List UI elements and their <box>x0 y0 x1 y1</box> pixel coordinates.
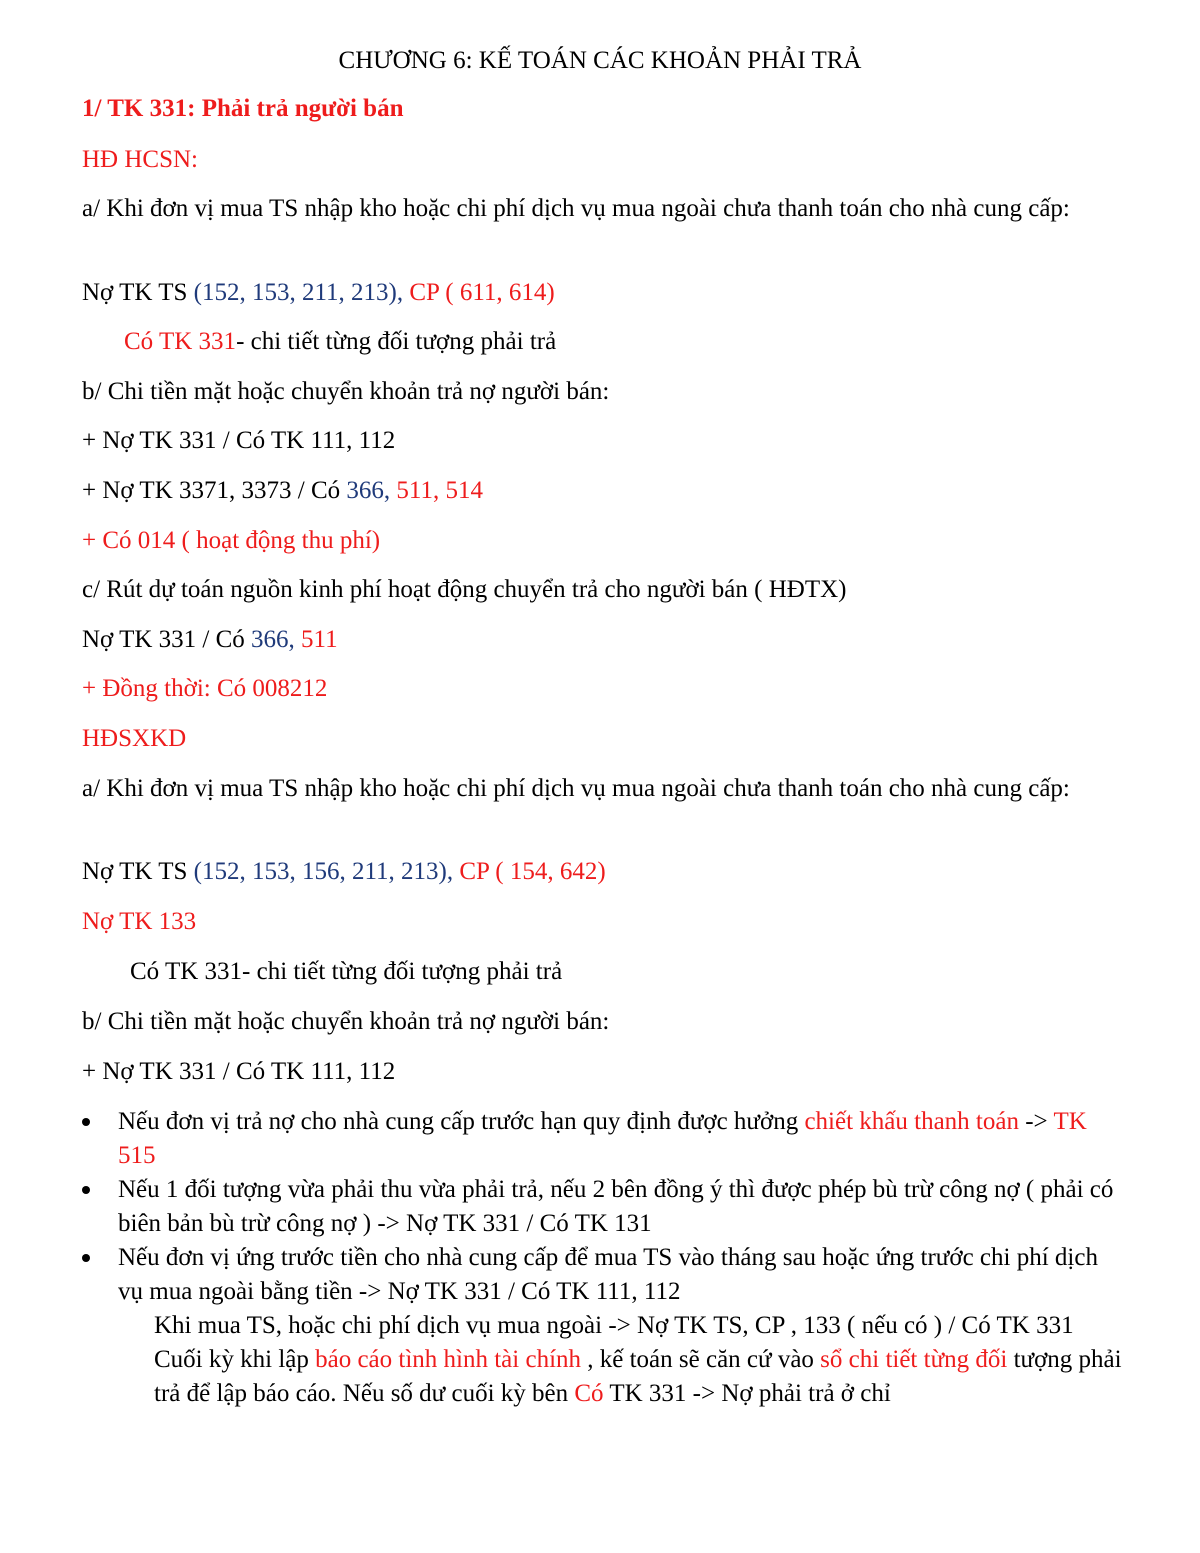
sub-text: tượng phải trả để lập báo cáo. Nếu số dư cuối kỳ bên <box>154 1346 1122 1407</box>
line-red: 511 <box>294 626 338 653</box>
hcsn-b-line2 <box>82 474 483 508</box>
note-text: Nếu 1 đối tượng vừa phải thu vừa phải trả, nếu 2 bên đồng ý thì được phép bù trừ công nợ ( phải có biên bản bù trừ công nợ ) -> Nợ TK 331 / Có TK 131 <box>118 1176 1114 1237</box>
note-subitem: Khi mua TS, hoặc chi phí dịch vụ mua ngoài -> Nợ TK TS, CP , 133 ( nếu có ) / Có TK 331 <box>154 1312 1074 1339</box>
chapter-title: CHƯƠNG 6: KẾ TOÁN CÁC KHOẢN PHẢI TRẢ <box>338 47 862 74</box>
hcsn-c-text: c/ Rút dự toán nguồn kinh phí hoạt động chuyển trả cho người bán ( HĐTX) <box>82 576 847 603</box>
hcsn-b-text: b/ Chi tiền mặt hoặc chuyển khoản trả nợ người bán: <box>82 378 610 405</box>
sxkd-a-credit: Có TK 331- chi tiết từng đối tượng phải trả <box>130 958 563 985</box>
list-item <box>82 1105 1122 1173</box>
bullet-icon <box>82 1186 90 1194</box>
notes-list <box>82 1105 1122 1411</box>
hcsn-b-line3: + Có 014 ( hoạt động thu phí) <box>82 527 381 554</box>
note-arrow: -> <box>1018 1108 1054 1135</box>
line-red: 511, 514 <box>390 477 483 504</box>
line-blue: 366, <box>251 626 295 653</box>
sub-text: , kế toán sẽ căn cứ vào <box>581 1346 821 1373</box>
entry-accounts: (152, 153, 156, 211, 213), <box>193 858 454 885</box>
sxkd-b-text: b/ Chi tiền mặt hoặc chuyển khoản trả nợ người bán: <box>82 1008 610 1035</box>
bullet-icon <box>82 1254 90 1262</box>
section-heading: 1/ TK 331: Phải trả người bán <box>82 95 404 122</box>
note-text: Nếu đơn vị ứng trước tiền cho nhà cung cấp để mua TS vào tháng sau hoặc ứng trước chi phí dịch vụ mua ngoài bằng tiền -> Nợ TK 331 / Có TK 111, 112 <box>118 1244 1098 1305</box>
sub-text: Cuối kỳ khi lập <box>154 1346 316 1373</box>
entry-accounts: (152, 153, 211, 213), <box>193 279 404 306</box>
sxkd-a-entry <box>82 855 606 889</box>
sub-text: TK 331 -> Nợ phải trả ở chỉ <box>603 1380 891 1407</box>
sxkd-label: HĐSXKD <box>82 725 187 752</box>
sxkd-no133: Nợ TK 133 <box>82 908 197 935</box>
line-prefix: Nợ TK 331 / Có <box>82 626 252 653</box>
entry-prefix: Nợ TK TS <box>82 858 194 885</box>
note-highlight: chiết khấu thanh toán <box>804 1108 1019 1135</box>
sxkd-b-line1: + Nợ TK 331 / Có TK 111, 112 <box>82 1058 396 1085</box>
hcsn-b-line1: + Nợ TK 331 / Có TK 111, 112 <box>82 427 396 454</box>
hcsn-label: HĐ HCSN: <box>82 146 198 173</box>
hcsn-c-line <box>82 623 338 657</box>
hcsn-a-credit <box>124 325 556 359</box>
hcsn-c-line2: + Đồng thời: Có 008212 <box>82 675 328 702</box>
hcsn-a-entry <box>82 276 555 310</box>
entry-prefix: Nợ TK TS <box>82 279 194 306</box>
sxkd-a-text: a/ Khi đơn vị mua TS nhập kho hoặc chi phí dịch vụ mua ngoài chưa thanh toán cho nhà cung cấp: <box>82 775 1070 802</box>
sub-highlight: Có <box>574 1380 604 1407</box>
line-prefix: + Nợ TK 3371, 3373 / Có <box>82 477 347 504</box>
list-item <box>82 1173 1122 1241</box>
entry-cp: CP ( 154, 642) <box>453 858 606 885</box>
note-highlight: TK 515 <box>118 1108 1087 1169</box>
note-text: Nếu đơn vị trả nợ cho nhà cung cấp trước hạn quy định được hưởng <box>118 1108 805 1135</box>
hcsn-a-text: a/ Khi đơn vị mua TS nhập kho hoặc chi phí dịch vụ mua ngoài chưa thanh toán cho nhà cung cấp: <box>82 195 1070 222</box>
list-item <box>82 1241 1122 1411</box>
credit-detail: - chi tiết từng đối tượng phải trả <box>236 328 557 355</box>
note-subitem <box>118 1343 1122 1411</box>
bullet-icon <box>82 1118 90 1126</box>
sub-highlight: sổ chi tiết từng đối <box>820 1346 1008 1373</box>
sub-highlight: báo cáo tình hình tài chính <box>315 1346 582 1373</box>
line-blue: 366, <box>346 477 391 504</box>
credit-account: Có TK 331 <box>124 328 237 355</box>
entry-cp: CP ( 611, 614) <box>403 279 555 306</box>
